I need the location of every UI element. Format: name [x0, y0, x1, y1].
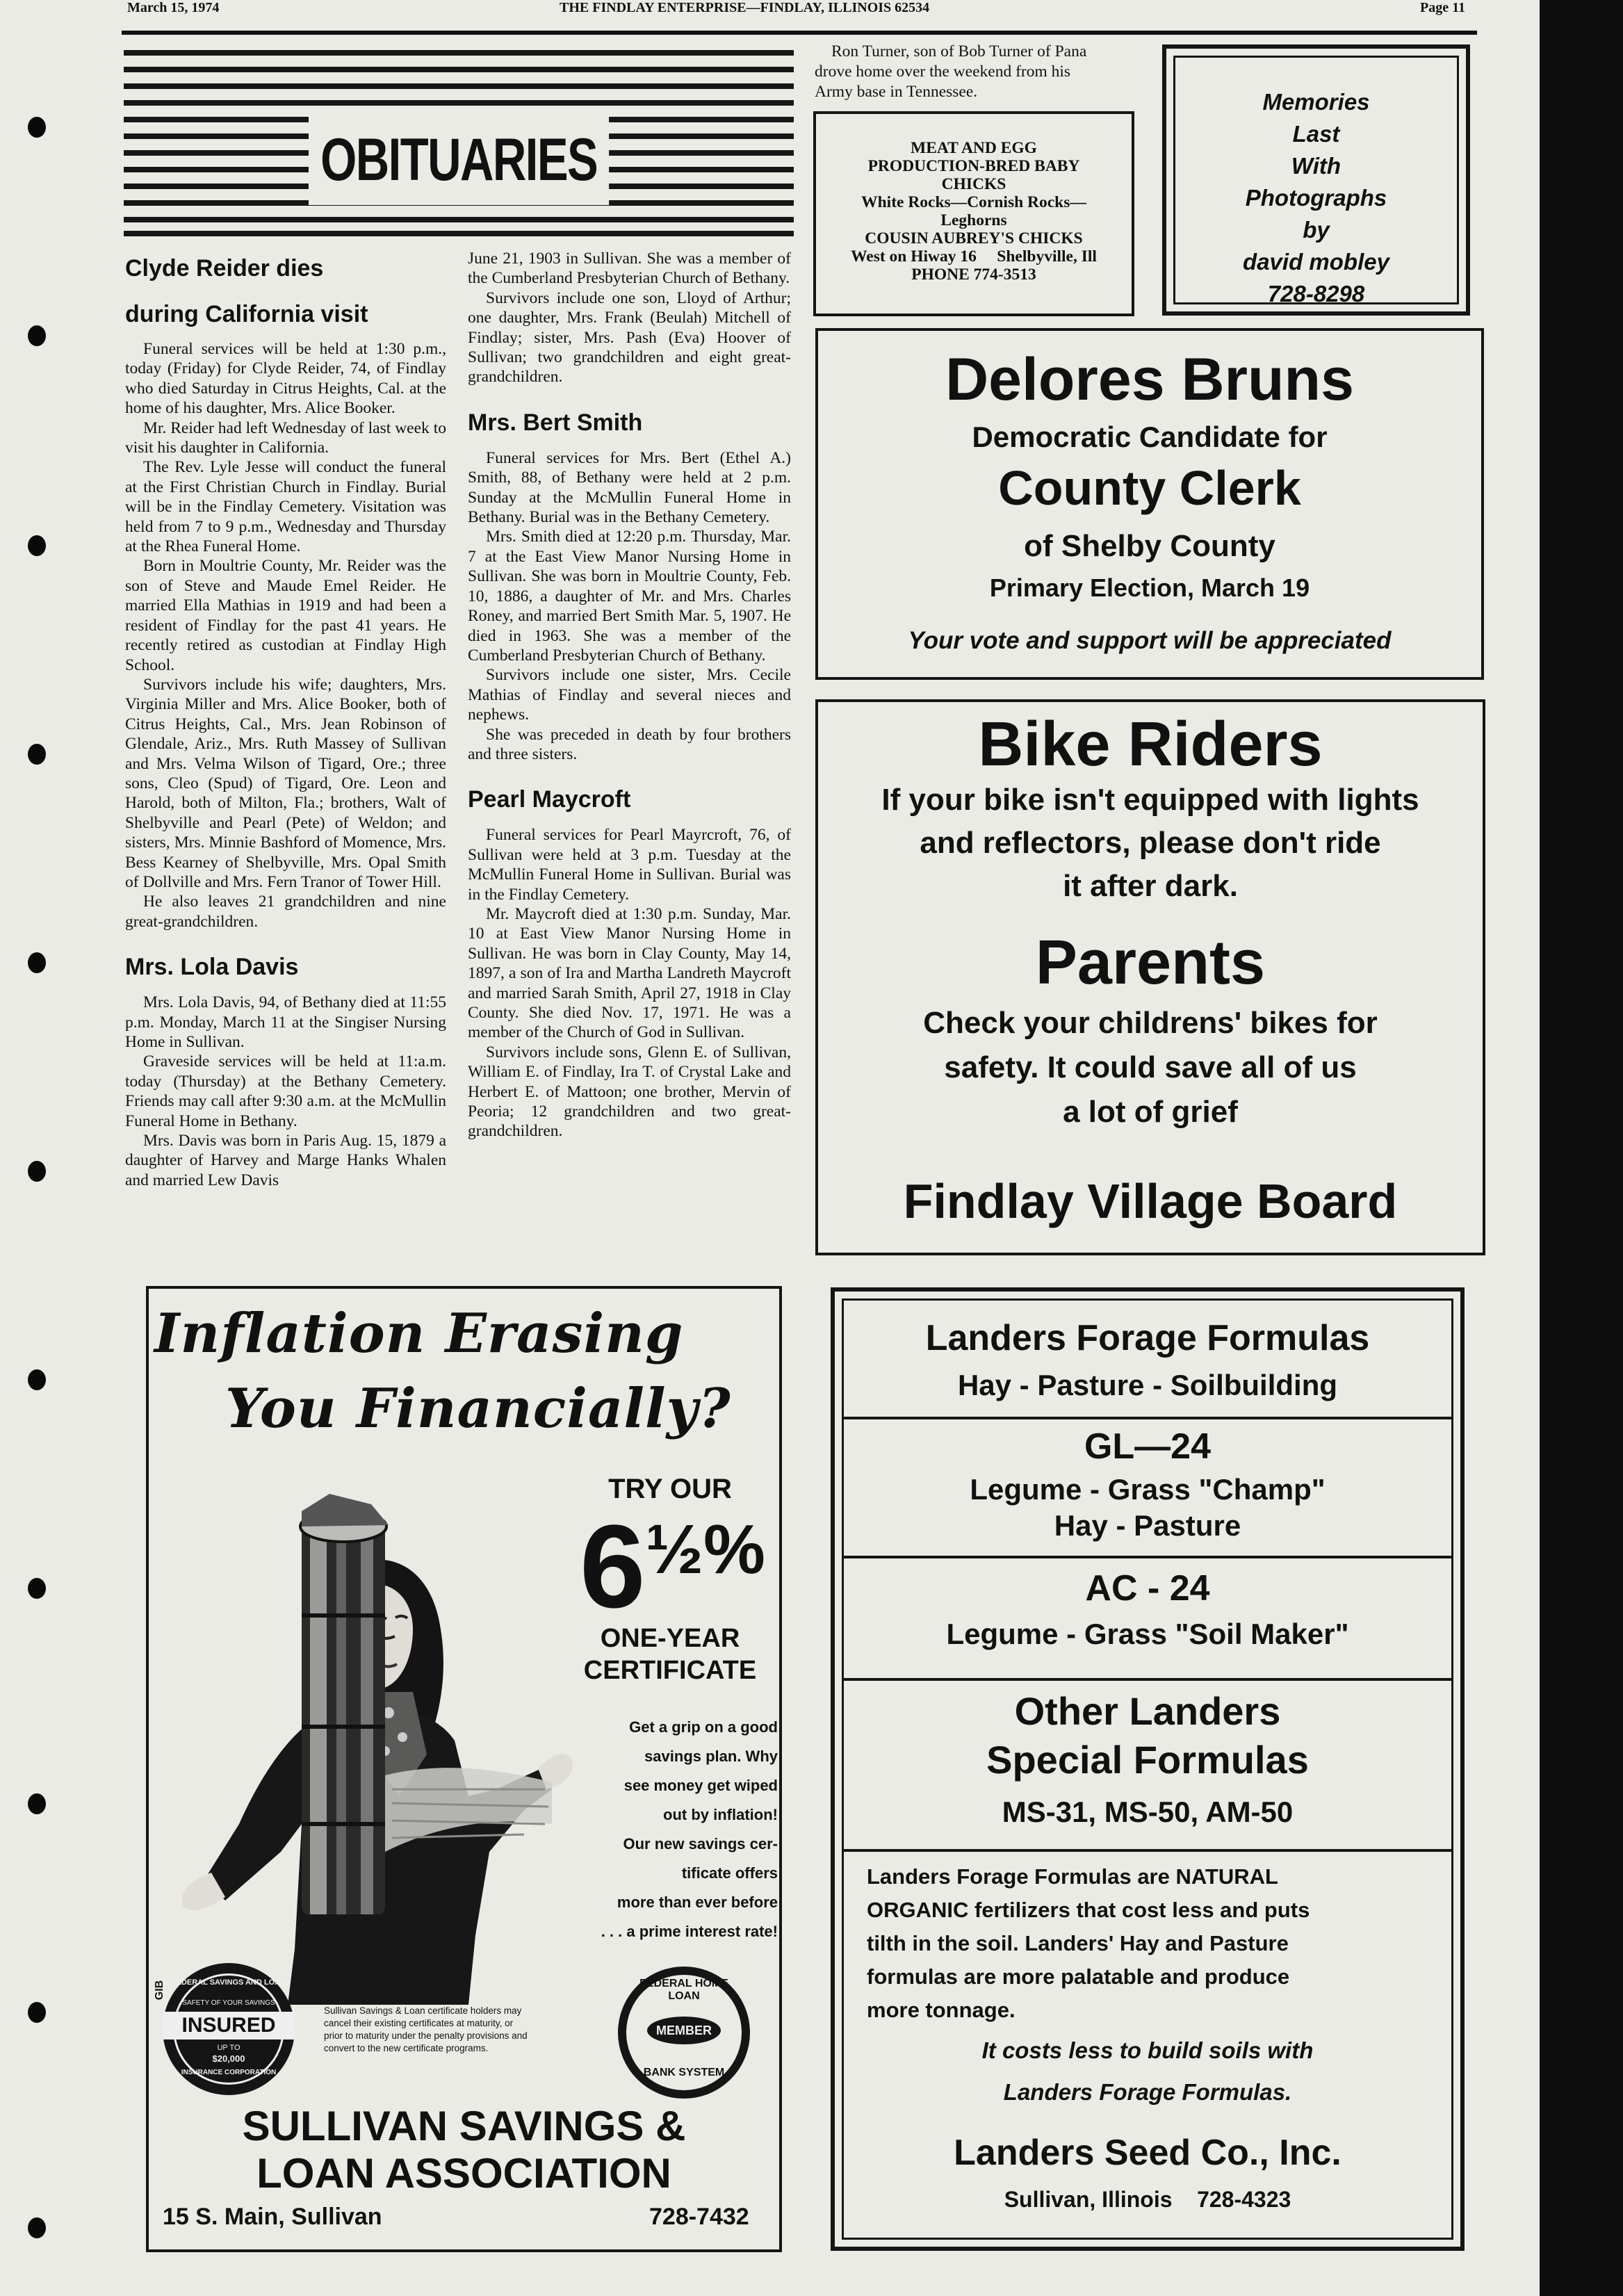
- binding-hole: [28, 952, 46, 973]
- binding-hole: [28, 535, 46, 556]
- page-edge-shadow: [1540, 0, 1623, 2296]
- obituary-headline: Mrs. Lola Davis: [125, 954, 299, 981]
- obituary-column-2: [468, 249, 791, 1141]
- obituaries-title: OBITUARIES: [309, 115, 609, 205]
- obituary-paragraph: Graveside services will be held at 11:a.m. today (Thursday) at the Bethany Cemetery. Friends may call after 9:30 a.m. at the McMullin Funeral Home in Bethany.: [125, 1052, 446, 1130]
- obituaries-banner: [124, 49, 794, 236]
- chicks-ad: MEAT AND EGG PRODUCTION-BRED BABY CHICKS White Rocks—Cornish Rocks— Leghorns COUSIN AUBREY'S CHICKS West on Hiway 16 Shelbyville, Ill PHONE 774-3513: [813, 111, 1134, 316]
- obituary-paragraph: The Rev. Lyle Jesse will conduct the funeral at the First Christian Church in Findlay. Burial will be in the Findlay Cemetery. Visitation was held from 7 to 9 p.m., Wednesday and Thursday at the Rhea Funeral Home.: [125, 458, 446, 556]
- interest-rate: 6½%: [580, 1501, 765, 1633]
- obituary-paragraph: Survivors include his wife; daughters, Mrs. Virginia Miller and Mrs. Alice Booker, both of Citrus Heights, Cal., Mrs. Jean Robinson of Glendale, Ariz., Mrs. Ruth Massey of Sullivan and Mrs. Velma Wilson of Tigard, Ore.; three sons, Cleo (Spud) of Tigard, Ore. Leon and Harold, both of Milton, Fla.; brothers, Walt of Shelbyville and Pearl (Pete) of Weldon; and sisters, Mrs. Minnie Bashford of Momence, Mrs. Bess Kearney of Shelbyville, Mrs. Opal Smith of Dollville and Mrs. Fern Tranor of Tower Hill.: [125, 675, 446, 891]
- certificate-disclaimer: Sullivan Savings & Loan certificate holders may cancel their existing certificates at maturity, or prior to maturity under the penalty provisions and convert to the new certificate programs.: [324, 2005, 528, 2053]
- header-rule: [122, 31, 1477, 35]
- binding-hole: [28, 325, 46, 346]
- obituary-headline: Pearl Maycroft: [468, 786, 631, 813]
- obituary-column-1: [125, 247, 446, 1190]
- binding-hole: [28, 744, 46, 765]
- obituary-paragraph: Mrs. Smith died at 12:20 p.m. Thursday, Mar. 7 at the East View Manor Nursing Home in Sullivan. She was born in Moultrie County, Feb. 10, 1886, a daughter of Mr. and Mrs. Charles Roney, and married Bert Smith Mar. 5, 1907. He died in 1963. She was a member of the Cumberland Presbyterian Church of Bethany.: [468, 528, 791, 665]
- landers-forage-ad: Landers Forage Formulas Hay - Pasture - Soilbuilding GL—24 Legume - Grass "Champ" Hay - Pasture AC - 24 Legume - Grass "Soil Maker" Other Landers Special Formulas MS-31, MS-50, AM-50 Landers Forage Formulas are NATURAL ORGANIC fertilizers that cost less and puts tilth in the soil. Landers' Hay and Pasture formulas are more palatable and produce more tonnage. It costs less to build soils with Landers Forage Formulas. Landers Seed Co., Inc. Sullivan, Illinois 728-4323: [831, 1287, 1465, 2251]
- fhlb-member-seal: FEDERAL HOME LOAN MEMBER BANK SYSTEM: [618, 1967, 750, 2099]
- illustration-signature: GIB: [154, 1980, 166, 2001]
- page-number: Page 11: [1420, 0, 1465, 15]
- obituary-paragraph: Mr. Reider had left Wednesday of last week to visit his daughter in California.: [125, 418, 446, 457]
- binding-hole: [28, 117, 46, 138]
- obituary-paragraph: Mrs. Davis was born in Paris Aug. 15, 1879 a daughter of Harvey and Marge Hanks Whalen and married Lew Davis: [125, 1132, 446, 1189]
- binding-hole: [28, 2002, 46, 2023]
- obituary-paragraph: Survivors include one sister, Mrs. Cecile Mathias of Findlay and several nieces and nephews.: [468, 666, 791, 724]
- obituary-paragraph: He also leaves 21 grandchildren and nine great-grandchildren.: [125, 893, 446, 931]
- savings-loan-ad: Inflation Erasing You Financially? GIB TRY OUR 6½% ONE-YEAR CERTIFICATE Get a grip on a good savings plan. Why see money get wiped out by inflation! Our new savings cer- tificate offers more than ever before . . . a prime interest rate! FEDERAL SAVINGS AND LOAN SAFETY OF YOUR SAVINGS INSURED UP TO $20,000 INSURANCE CORPORATION Sullivan Savings & Loan certificate holders may cancel their existing certificates at maturity, or prior to maturity under the penalty provisions and convert to the new certificate programs. FEDERAL HOME LOAN MEMBER BANK SYSTEM SULLIVAN SAVINGS & LOAN ASSOCIATION 15 S. Main, Sullivan 728-7432: [146, 1286, 782, 2252]
- obituary-paragraph: Mrs. Lola Davis, 94, of Bethany died at 11:55 p.m. Monday, March 11 at the Singiser Nursing Home in Sullivan.: [125, 993, 446, 1051]
- obituary-headline: Mrs. Bert Smith: [468, 409, 643, 436]
- binding-hole: [28, 1161, 46, 1182]
- obituary-paragraph: Funeral services for Pearl Mayrcroft, 76, of Sullivan were held at 3 p.m. Tuesday at the McMullin Funeral Home in Sullivan. Burial was in the Findlay Cemetery.: [468, 826, 791, 904]
- obituary-paragraph: June 21, 1903 in Sullivan. She was a member of the Cumberland Presbyterian Church of Bethany.: [468, 250, 791, 288]
- binding-hole: [28, 1369, 46, 1390]
- obituary-headline: Clyde Reider dies: [125, 255, 324, 282]
- obituary-paragraph: Funeral services for Mrs. Bert (Ethel A.) Smith, 88, of Bethany were held at 2 p.m. Sunday at the McMullin Funeral Home in Bethany. Burial was in the Bethany Cemetery.: [468, 448, 791, 527]
- obituary-paragraph: Born in Moultrie County, Mr. Reider was the son of Steve and Maude Emel Reider. He married Ella Mathias in 1919 and had been a resident of Findlay for the past 41 years. He recently retired as custodian at Findlay High School.: [125, 557, 446, 674]
- personal-notice: Ron Turner, son of Bob Turner of Pana drove home over the weekend from his Army base in Tennessee.: [815, 42, 1087, 101]
- obituary-paragraph: Funeral services will be held at 1:30 p.m., today (Friday) for Clyde Reider, 74, of Findlay who died Saturday in Citrus Heights, Cal. at the home of his daughter, Mrs. Alice Booker.: [125, 340, 446, 418]
- binding-hole: [28, 2217, 46, 2238]
- savings-headline-2: You Financially?: [225, 1377, 731, 1440]
- paper-title: THE FINDLAY ENTERPRISE—FINDLAY, ILLINOIS 62534: [560, 0, 930, 15]
- binding-hole: [28, 1793, 46, 1814]
- obituary-paragraph: Survivors include one son, Lloyd of Arthur; one daughter, Mrs. Frank (Beulah) Mitchell of Findlay; sister, Mrs. Pash (Eva) Hoover of Sullivan; two grandchildren and eight great-grandchildren.: [468, 288, 791, 386]
- bike-safety-ad: Bike Riders If your bike isn't equipped with lights and reflectors, please don't ride it after dark. Parents Check your childrens' bikes for safety. It could save all of us a lot of grief Findlay Village Board: [815, 699, 1485, 1255]
- bruns-campaign-ad: Delores Bruns Democratic Candidate for County Clerk of Shelby County Primary Election, March 19 Your vote and support will be appreciated: [815, 328, 1484, 680]
- obituary-paragraph: She was preceded in death by four brothers and three sisters.: [468, 725, 791, 763]
- fslic-insured-seal: FEDERAL SAVINGS AND LOAN SAFETY OF YOUR SAVINGS INSURED UP TO $20,000 INSURANCE CORPORATION: [163, 1963, 295, 2095]
- woman-holding-coin-stack-illustration: [163, 1463, 607, 2019]
- obituary-headline: during California visit: [125, 301, 368, 327]
- binding-hole: [28, 1578, 46, 1599]
- obituary-paragraph: Mr. Maycroft died at 1:30 p.m. Sunday, Mar. 10 at East View Manor Nursing Home in Sullivan. He was born in Clay County, May 14, 1897, a son of Ira and Martha Landreth Maycroft and married Sarah Smith, April 27, 1918 in Clay County. She died Nov. 17, 1971. He was a member of the Church of God in Sullivan.: [468, 904, 791, 1042]
- savings-headline-1: Inflation Erasing: [154, 1302, 684, 1365]
- photography-ad: Memories Last With Photographs by david mobley 728-8298: [1162, 44, 1470, 316]
- issue-date: March 15, 1974: [127, 0, 220, 15]
- obituary-paragraph: Survivors include sons, Glenn E. of Sullivan, William E. of Findlay, Ira T. of Crystal Lake and Herbert E. of Mattoon; one brother, Mervin of Peoria; 12 grandchildren and two great-grandchildren.: [468, 1043, 791, 1141]
